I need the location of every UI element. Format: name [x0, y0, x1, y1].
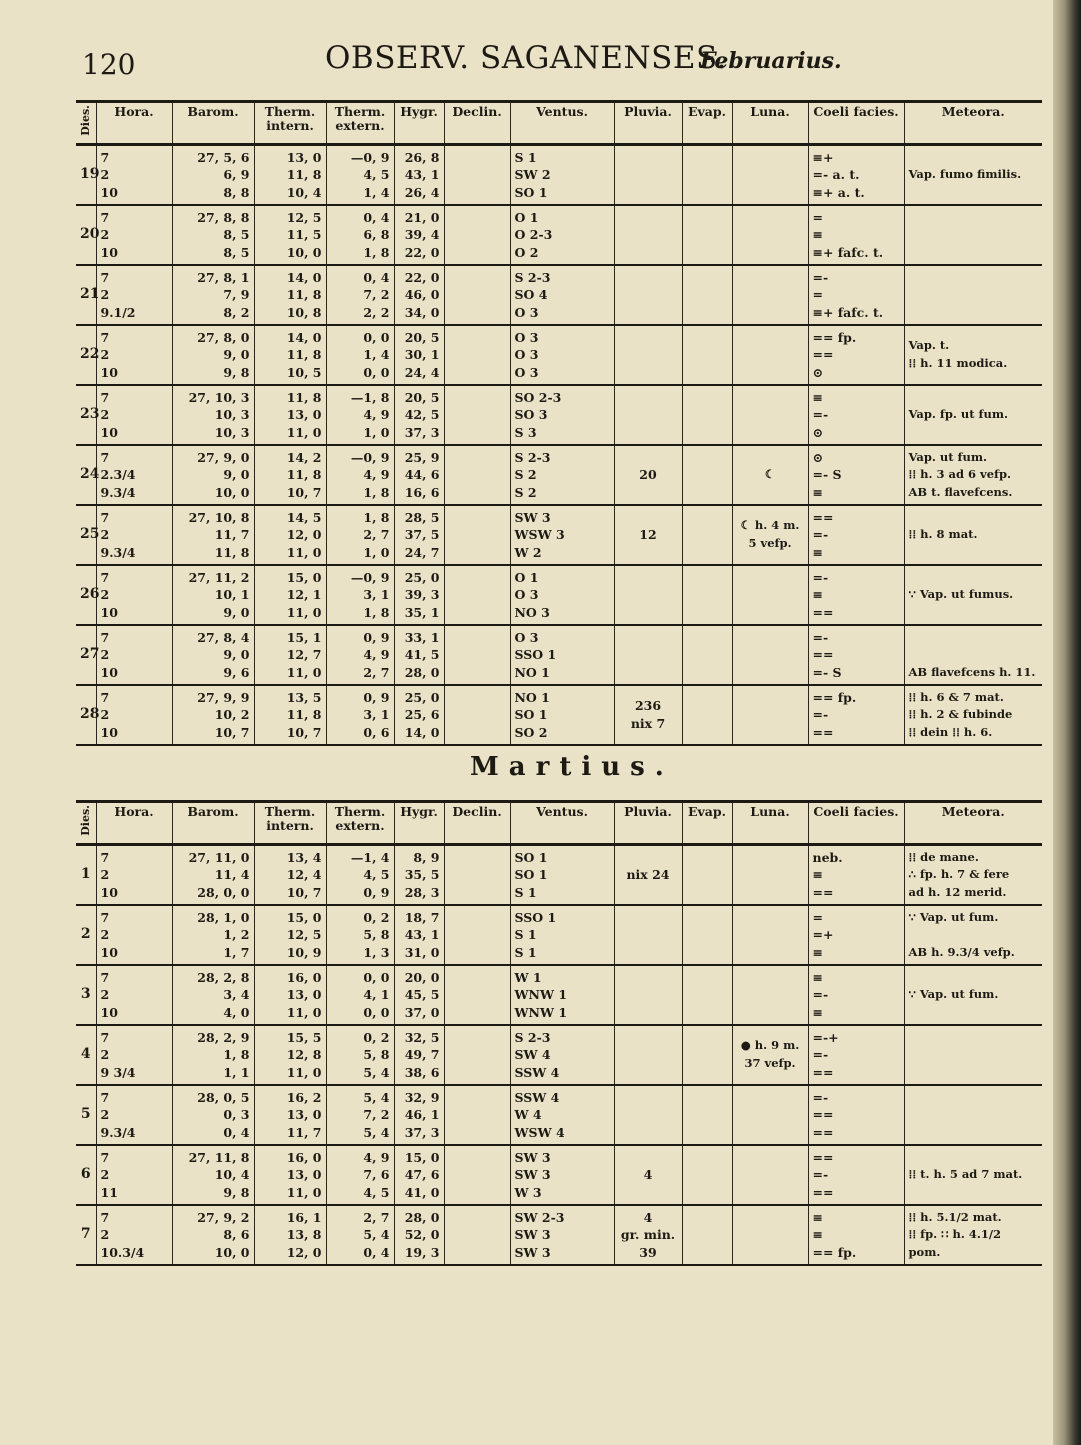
column-header-pluvia: Pluvia. — [614, 802, 682, 845]
table-row — [76, 445, 1042, 505]
cell-therm-extern: 0, 0 4, 1 0, 0 — [326, 965, 394, 1025]
cell-coeli-facies: == fp. =- == — [808, 685, 904, 745]
cell-ventus: S 2-3 SO 4 O 3 — [510, 265, 614, 325]
cell-therm-extern: 0, 4 6, 8 1, 8 — [326, 205, 394, 265]
cell-pluvia — [614, 905, 682, 965]
cell-evap — [682, 445, 732, 505]
cell-dies: 28 — [80, 706, 100, 722]
column-header-ventus: Ventus. — [510, 102, 614, 145]
cell-dies: 2 — [80, 926, 91, 942]
cell-hygr: 18, 7 43, 1 31, 0 — [394, 905, 444, 965]
cell-evap — [682, 625, 732, 685]
cell-meteora: ∵ Vap. ut fum. — [904, 965, 1042, 1025]
column-header-therm-intern: Therm. intern. — [254, 802, 326, 845]
table-header-row — [76, 102, 1042, 145]
cell-meteora: ⁞⁞ h. 6 & 7 mat. ⁞⁞ h. 2 & fubinde ⁞⁞ dein ⁞⁞ h. 6. — [904, 685, 1042, 745]
martius-body — [76, 844, 1042, 1265]
cell-coeli-facies: =- == == — [808, 1085, 904, 1145]
cell-meteora: ⁞⁞ h. 5.1/2 mat. ⁞⁞ fp. ∷ h. 4.1/2 pom. — [904, 1205, 1042, 1265]
cell-therm-intern: 13, 5 11, 8 10, 7 — [254, 685, 326, 745]
cell-hora: 7 2 10 — [96, 965, 172, 1025]
cell-hora: 7 2 10 — [96, 844, 172, 905]
cell-hygr: 25, 0 25, 6 14, 0 — [394, 685, 444, 745]
table-row — [76, 844, 1042, 905]
cell-hora: 7 2 10 — [96, 905, 172, 965]
cell-hygr: 28, 5 37, 5 24, 7 — [394, 505, 444, 565]
cell-luna — [732, 205, 808, 265]
cell-therm-intern: 16, 0 13, 0 11, 0 — [254, 1145, 326, 1205]
cell-meteora — [904, 265, 1042, 325]
cell-meteora: Vap. fumo fimilis. — [904, 144, 1042, 205]
cell-luna — [732, 385, 808, 445]
februarius-body — [76, 144, 1042, 745]
cell-hygr: 33, 1 41, 5 28, 0 — [394, 625, 444, 685]
cell-therm-extern: 2, 7 5, 4 0, 4 — [326, 1205, 394, 1265]
cell-ventus: SW 3 WSW 3 W 2 — [510, 505, 614, 565]
table-row — [76, 505, 1042, 565]
cell-meteora: ∵ Vap. ut fumus. — [904, 565, 1042, 625]
column-header-dies: Dies. — [78, 805, 92, 836]
cell-therm-extern: 0, 9 4, 9 2, 7 — [326, 625, 394, 685]
cell-hora: 7 2 10.3/4 — [96, 1205, 172, 1265]
cell-evap — [682, 905, 732, 965]
cell-declin — [444, 144, 510, 205]
cell-pluvia: 4 gr. min. 39 — [614, 1205, 682, 1265]
cell-luna — [732, 844, 808, 905]
column-header-therm-intern: Therm. intern. — [254, 102, 326, 145]
column-header-hygr: Hygr. — [394, 802, 444, 845]
cell-therm-extern: 0, 2 5, 8 5, 4 — [326, 1025, 394, 1085]
cell-therm-extern: 1, 8 2, 7 1, 0 — [326, 505, 394, 565]
cell-hygr: 32, 5 49, 7 38, 6 — [394, 1025, 444, 1085]
cell-hygr: 25, 9 44, 6 16, 6 — [394, 445, 444, 505]
cell-luna — [732, 144, 808, 205]
martius-table — [76, 800, 1042, 1266]
cell-therm-intern: 16, 1 13, 8 12, 0 — [254, 1205, 326, 1265]
cell-ventus: SSO 1 S 1 S 1 — [510, 905, 614, 965]
cell-therm-extern: 4, 9 7, 6 4, 5 — [326, 1145, 394, 1205]
cell-dies: 23 — [80, 406, 100, 422]
cell-hygr: 22, 0 46, 0 34, 0 — [394, 265, 444, 325]
cell-hygr: 28, 0 52, 0 19, 3 — [394, 1205, 444, 1265]
cell-pluvia — [614, 265, 682, 325]
cell-hora: 7 2 9 3/4 — [96, 1025, 172, 1085]
cell-hygr: 32, 9 46, 1 37, 3 — [394, 1085, 444, 1145]
cell-meteora: AB flavefcens h. 11. — [904, 625, 1042, 685]
cell-therm-intern: 12, 5 11, 5 10, 0 — [254, 205, 326, 265]
page-number: 120 — [82, 48, 136, 81]
column-header-meteora: Meteora. — [904, 102, 1042, 145]
cell-coeli-facies: == =- == — [808, 1145, 904, 1205]
cell-therm-extern: 0, 4 7, 2 2, 2 — [326, 265, 394, 325]
cell-hygr: 25, 0 39, 3 35, 1 — [394, 565, 444, 625]
cell-luna — [732, 565, 808, 625]
cell-barom: 27, 11, 2 10, 1 9, 0 — [172, 565, 254, 625]
table-row — [76, 1205, 1042, 1265]
cell-coeli-facies: == fp. == ⊙ — [808, 325, 904, 385]
cell-coeli-facies: ⊙ =- S ≡ — [808, 445, 904, 505]
cell-ventus: O 1 O 2-3 O 2 — [510, 205, 614, 265]
cell-meteora: ∵ Vap. ut fum. AB h. 9.3/4 vefp. — [904, 905, 1042, 965]
page-edge-shadow — [1053, 0, 1081, 1445]
cell-hora: 7 2 9.1/2 — [96, 265, 172, 325]
cell-declin — [444, 325, 510, 385]
cell-evap — [682, 1145, 732, 1205]
cell-pluvia: 236 nix 7 — [614, 685, 682, 745]
cell-meteora — [904, 1085, 1042, 1145]
cell-barom: 28, 0, 5 0, 3 0, 4 — [172, 1085, 254, 1145]
cell-hora: 7 2 10 — [96, 625, 172, 685]
cell-coeli-facies: == =- ≡ — [808, 505, 904, 565]
cell-declin — [444, 1085, 510, 1145]
cell-therm-intern: 11, 8 13, 0 11, 0 — [254, 385, 326, 445]
cell-barom: 27, 9, 0 9, 0 10, 0 — [172, 445, 254, 505]
cell-declin — [444, 905, 510, 965]
cell-ventus: S 2-3 SW 4 SSW 4 — [510, 1025, 614, 1085]
cell-therm-intern: 14, 5 12, 0 11, 0 — [254, 505, 326, 565]
cell-meteora — [904, 1025, 1042, 1085]
table-row — [76, 565, 1042, 625]
cell-ventus: O 3 SSO 1 NO 1 — [510, 625, 614, 685]
cell-therm-intern: 14, 0 11, 8 10, 5 — [254, 325, 326, 385]
cell-hygr: 20, 5 30, 1 24, 4 — [394, 325, 444, 385]
cell-therm-intern: 15, 0 12, 5 10, 9 — [254, 905, 326, 965]
cell-evap — [682, 1025, 732, 1085]
cell-luna — [732, 625, 808, 685]
cell-barom: 28, 1, 0 1, 2 1, 7 — [172, 905, 254, 965]
table-row — [76, 1145, 1042, 1205]
cell-evap — [682, 144, 732, 205]
column-header-dies: Dies. — [78, 105, 92, 136]
running-title: OBSERV. SAGANENSES. — [325, 40, 727, 76]
cell-dies: 4 — [80, 1046, 91, 1062]
table-row — [76, 905, 1042, 965]
column-header-hora: Hora. — [96, 802, 172, 845]
cell-hora: 7 2 10 — [96, 325, 172, 385]
cell-therm-extern: 0, 0 1, 4 0, 0 — [326, 325, 394, 385]
cell-evap — [682, 1205, 732, 1265]
cell-evap — [682, 325, 732, 385]
cell-barom: 27, 10, 3 10, 3 10, 3 — [172, 385, 254, 445]
cell-ventus: S 1 SW 2 SO 1 — [510, 144, 614, 205]
cell-ventus: SO 2-3 SO 3 S 3 — [510, 385, 614, 445]
cell-hora: 7 2 9.3/4 — [96, 1085, 172, 1145]
cell-dies: 1 — [80, 866, 91, 882]
cell-evap — [682, 385, 732, 445]
cell-luna: ● h. 9 m. 37 vefp. — [732, 1025, 808, 1085]
cell-evap — [682, 685, 732, 745]
column-header-coeli-facies: Coeli facies. — [808, 102, 904, 145]
cell-declin — [444, 265, 510, 325]
cell-ventus: O 1 O 3 NO 3 — [510, 565, 614, 625]
cell-evap — [682, 965, 732, 1025]
column-header-evap: Evap. — [682, 102, 732, 145]
cell-luna — [732, 905, 808, 965]
cell-pluvia — [614, 565, 682, 625]
cell-ventus: SSW 4 W 4 WSW 4 — [510, 1085, 614, 1145]
cell-therm-intern: 13, 4 12, 4 10, 7 — [254, 844, 326, 905]
column-header-meteora: Meteora. — [904, 802, 1042, 845]
cell-therm-extern: —1, 4 4, 5 0, 9 — [326, 844, 394, 905]
column-header-ventus: Ventus. — [510, 802, 614, 845]
cell-meteora: Vap. ut fum. ⁞⁞ h. 3 ad 6 vefp. AB t. flavefcens. — [904, 445, 1042, 505]
cell-dies: 5 — [80, 1106, 91, 1122]
cell-coeli-facies: ≡ =- ≡ — [808, 965, 904, 1025]
cell-dies: 7 — [80, 1226, 91, 1242]
cell-pluvia — [614, 144, 682, 205]
cell-pluvia — [614, 205, 682, 265]
header-month: Februarius. — [700, 48, 842, 74]
cell-declin — [444, 1205, 510, 1265]
column-header-coeli-facies: Coeli facies. — [808, 802, 904, 845]
column-header-therm-extern: Therm. extern. — [326, 802, 394, 845]
table-row — [76, 205, 1042, 265]
cell-pluvia: 4 — [614, 1145, 682, 1205]
cell-evap — [682, 505, 732, 565]
cell-therm-extern: 5, 4 7, 2 5, 4 — [326, 1085, 394, 1145]
cell-dies: 27 — [80, 646, 100, 662]
cell-declin — [444, 1025, 510, 1085]
cell-luna — [732, 1085, 808, 1145]
column-header-therm-extern: Therm. extern. — [326, 102, 394, 145]
cell-dies: 24 — [80, 466, 100, 482]
cell-barom: 27, 8, 4 9, 0 9, 6 — [172, 625, 254, 685]
section-title-martius: Martius. — [470, 752, 674, 782]
cell-ventus: SW 2-3 SW 3 SW 3 — [510, 1205, 614, 1265]
cell-barom: 27, 11, 0 11, 4 28, 0, 0 — [172, 844, 254, 905]
cell-barom: 27, 11, 8 10, 4 9, 8 — [172, 1145, 254, 1205]
cell-hora: 7 2 10 — [96, 685, 172, 745]
cell-hora: 7 2 10 — [96, 205, 172, 265]
cell-therm-intern: 15, 5 12, 8 11, 0 — [254, 1025, 326, 1085]
cell-dies: 19 — [80, 166, 100, 182]
column-header-barom: Barom. — [172, 802, 254, 845]
table-row — [76, 685, 1042, 745]
cell-evap — [682, 844, 732, 905]
cell-evap — [682, 1085, 732, 1145]
cell-coeli-facies: =-+ =- == — [808, 1025, 904, 1085]
cell-hora: 7 2.3/4 9.3/4 — [96, 445, 172, 505]
table-row — [76, 265, 1042, 325]
cell-barom: 28, 2, 8 3, 4 4, 0 — [172, 965, 254, 1025]
cell-ventus: SW 3 SW 3 W 3 — [510, 1145, 614, 1205]
cell-declin — [444, 205, 510, 265]
cell-meteora: ⁞⁞ t. h. 5 ad 7 mat. — [904, 1145, 1042, 1205]
cell-therm-intern: 16, 0 13, 0 11, 0 — [254, 965, 326, 1025]
cell-meteora: ⁞⁞ h. 8 mat. — [904, 505, 1042, 565]
column-header-pluvia: Pluvia. — [614, 102, 682, 145]
cell-coeli-facies: ≡ ≡ == fp. — [808, 1205, 904, 1265]
table-row — [76, 1025, 1042, 1085]
cell-therm-intern: 13, 0 11, 8 10, 4 — [254, 144, 326, 205]
cell-coeli-facies: = =+ ≡ — [808, 905, 904, 965]
cell-evap — [682, 565, 732, 625]
cell-therm-intern: 15, 0 12, 1 11, 0 — [254, 565, 326, 625]
cell-therm-extern: —0, 9 4, 5 1, 4 — [326, 144, 394, 205]
cell-barom: 27, 8, 8 8, 5 8, 5 — [172, 205, 254, 265]
cell-luna — [732, 965, 808, 1025]
cell-ventus: S 2-3 S 2 S 2 — [510, 445, 614, 505]
column-header-luna: Luna. — [732, 802, 808, 845]
cell-pluvia — [614, 385, 682, 445]
cell-coeli-facies: =- ≡ == — [808, 565, 904, 625]
cell-declin — [444, 565, 510, 625]
cell-hygr: 20, 5 42, 5 37, 3 — [394, 385, 444, 445]
column-header-declin: Declin. — [444, 102, 510, 145]
cell-declin — [444, 685, 510, 745]
cell-barom: 27, 8, 0 9, 0 9, 8 — [172, 325, 254, 385]
cell-ventus: SO 1 SO 1 S 1 — [510, 844, 614, 905]
cell-hygr: 15, 0 47, 6 41, 0 — [394, 1145, 444, 1205]
cell-therm-intern: 14, 2 11, 8 10, 7 — [254, 445, 326, 505]
cell-barom: 27, 10, 8 11, 7 11, 8 — [172, 505, 254, 565]
cell-declin — [444, 445, 510, 505]
cell-barom: 27, 9, 9 10, 2 10, 7 — [172, 685, 254, 745]
table-row — [76, 625, 1042, 685]
cell-dies: 25 — [80, 526, 100, 542]
cell-hygr: 8, 9 35, 5 28, 3 — [394, 844, 444, 905]
cell-dies: 3 — [80, 986, 91, 1002]
cell-coeli-facies: =- = ≡+ fafc. t. — [808, 265, 904, 325]
cell-luna: ☾ — [732, 445, 808, 505]
cell-pluvia — [614, 1025, 682, 1085]
cell-hygr: 20, 0 45, 5 37, 0 — [394, 965, 444, 1025]
cell-barom: 27, 5, 6 6, 9 8, 8 — [172, 144, 254, 205]
column-header-hora: Hora. — [96, 102, 172, 145]
cell-dies: 20 — [80, 226, 100, 242]
cell-coeli-facies: =- == =- S — [808, 625, 904, 685]
cell-declin — [444, 844, 510, 905]
cell-luna — [732, 685, 808, 745]
cell-dies: 6 — [80, 1166, 91, 1182]
cell-hora: 7 2 10 — [96, 565, 172, 625]
cell-therm-intern: 14, 0 11, 8 10, 8 — [254, 265, 326, 325]
cell-coeli-facies: ≡ =- ⊙ — [808, 385, 904, 445]
cell-ventus: NO 1 SO 1 SO 2 — [510, 685, 614, 745]
cell-therm-intern: 15, 1 12, 7 11, 0 — [254, 625, 326, 685]
cell-pluvia: 12 — [614, 505, 682, 565]
cell-declin — [444, 625, 510, 685]
cell-evap — [682, 265, 732, 325]
cell-coeli-facies: = ≡ ≡+ fafc. t. — [808, 205, 904, 265]
cell-hora: 7 2 9.3/4 — [96, 505, 172, 565]
cell-barom: 28, 2, 9 1, 8 1, 1 — [172, 1025, 254, 1085]
column-header-luna: Luna. — [732, 102, 808, 145]
cell-pluvia: nix 24 — [614, 844, 682, 905]
column-header-declin: Declin. — [444, 802, 510, 845]
cell-dies: 22 — [80, 346, 100, 362]
cell-declin — [444, 965, 510, 1025]
table-row — [76, 965, 1042, 1025]
cell-declin — [444, 385, 510, 445]
cell-meteora: Vap. fp. ut fum. — [904, 385, 1042, 445]
table-header-row — [76, 802, 1042, 845]
cell-hora: 7 2 11 — [96, 1145, 172, 1205]
cell-barom: 27, 9, 2 8, 6 10, 0 — [172, 1205, 254, 1265]
cell-pluvia — [614, 965, 682, 1025]
cell-dies: 26 — [80, 586, 100, 602]
cell-declin — [444, 505, 510, 565]
table-row — [76, 144, 1042, 205]
cell-hygr: 21, 0 39, 4 22, 0 — [394, 205, 444, 265]
cell-therm-extern: 0, 2 5, 8 1, 3 — [326, 905, 394, 965]
cell-luna: ☾ h. 4 m. 5 vefp. — [732, 505, 808, 565]
cell-ventus: O 3 O 3 O 3 — [510, 325, 614, 385]
cell-pluvia — [614, 1085, 682, 1145]
cell-evap — [682, 205, 732, 265]
cell-declin — [444, 1145, 510, 1205]
cell-hora: 7 2 10 — [96, 144, 172, 205]
februarius-table — [76, 100, 1042, 746]
cell-luna — [732, 325, 808, 385]
cell-luna — [732, 1205, 808, 1265]
cell-therm-extern: —0, 9 3, 1 1, 8 — [326, 565, 394, 625]
cell-therm-extern: —0, 9 4, 9 1, 8 — [326, 445, 394, 505]
cell-dies: 21 — [80, 286, 100, 302]
table-row — [76, 1085, 1042, 1145]
cell-coeli-facies: neb. ≡ == — [808, 844, 904, 905]
cell-therm-extern: —1, 8 4, 9 1, 0 — [326, 385, 394, 445]
cell-hygr: 26, 8 43, 1 26, 4 — [394, 144, 444, 205]
column-header-hygr: Hygr. — [394, 102, 444, 145]
table-row — [76, 325, 1042, 385]
cell-meteora — [904, 205, 1042, 265]
column-header-evap: Evap. — [682, 802, 732, 845]
cell-therm-extern: 0, 9 3, 1 0, 6 — [326, 685, 394, 745]
cell-meteora: Vap. t. ⁞⁞ h. 11 modica. — [904, 325, 1042, 385]
cell-luna — [732, 265, 808, 325]
cell-therm-intern: 16, 2 13, 0 11, 7 — [254, 1085, 326, 1145]
cell-pluvia — [614, 625, 682, 685]
column-header-barom: Barom. — [172, 102, 254, 145]
cell-coeli-facies: ≡+ =- a. t. ≡+ a. t. — [808, 144, 904, 205]
cell-barom: 27, 8, 1 7, 9 8, 2 — [172, 265, 254, 325]
cell-meteora: ⁞⁞ de mane. ∴ fp. h. 7 & fere ad h. 12 merid. — [904, 844, 1042, 905]
cell-hora: 7 2 10 — [96, 385, 172, 445]
cell-pluvia — [614, 325, 682, 385]
table-row — [76, 385, 1042, 445]
cell-ventus: W 1 WNW 1 WNW 1 — [510, 965, 614, 1025]
page-header — [80, 40, 1040, 90]
cell-luna — [732, 1145, 808, 1205]
cell-pluvia: 20 — [614, 445, 682, 505]
